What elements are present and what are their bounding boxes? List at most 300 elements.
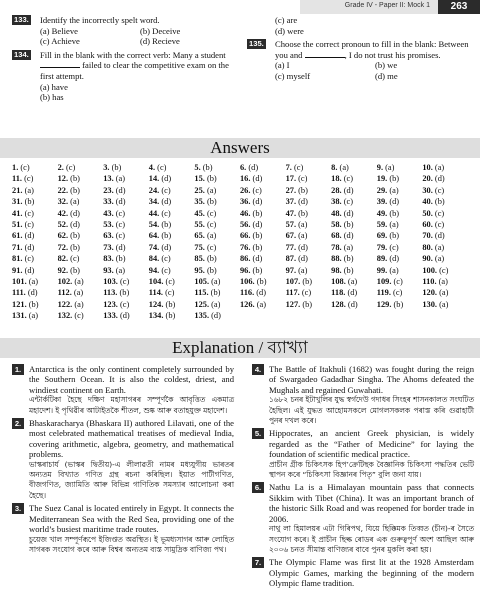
answer-option: (b) xyxy=(252,208,263,218)
answer-number: 129. xyxy=(376,299,392,309)
explanation-number: 7. xyxy=(252,557,264,568)
answer-number: 43. xyxy=(103,208,114,218)
answer-number: 132. xyxy=(57,311,73,321)
answer-cell xyxy=(286,219,332,230)
answer-number: 95. xyxy=(194,265,205,275)
answer-row xyxy=(12,185,468,196)
answer-cell xyxy=(331,287,377,298)
answer-number: 127. xyxy=(285,299,301,309)
answer-cell xyxy=(58,173,104,184)
explanation-item xyxy=(12,418,234,501)
answer-cell xyxy=(422,287,468,298)
answer-number: 67. xyxy=(285,231,297,241)
answer-number: 51. xyxy=(12,219,23,229)
question-134 xyxy=(12,50,240,103)
answer-cell xyxy=(103,299,149,310)
answer-number: 83. xyxy=(103,254,114,264)
explanations-left-column xyxy=(12,364,234,557)
answer-number: 28. xyxy=(331,185,342,195)
answer-cell xyxy=(58,276,104,287)
answer-row xyxy=(12,208,468,219)
answer-option: (c) xyxy=(439,265,449,275)
answer-row xyxy=(12,253,468,264)
answer-option: (a) xyxy=(74,276,84,286)
answer-number: 9. xyxy=(376,163,384,172)
page-header xyxy=(0,0,480,14)
answer-option: (a) xyxy=(298,219,308,229)
answer-number: 32. xyxy=(57,197,69,207)
answer-option: (c) xyxy=(161,265,171,275)
explanation-english: Bhaskaracharya (Bhaskara II) authored Lilavati, one of the most celebrated mathematical treatises of medieval India, covering arithmetic, algebra, geometry, and mathematical problems. xyxy=(29,418,234,460)
answer-number: 80. xyxy=(422,242,433,252)
answer-cell xyxy=(12,196,58,207)
answer-cell xyxy=(12,310,58,321)
answer-option: (d) xyxy=(115,242,126,252)
question-text-before: Choose the correct pronoun to fill in the blank: Between you and xyxy=(275,39,469,60)
answer-cell xyxy=(149,299,195,310)
answer-number: 55. xyxy=(194,219,205,229)
answer-option: (c) xyxy=(70,254,80,264)
answer-number: 39. xyxy=(376,197,388,207)
answer-option: (d) xyxy=(70,208,80,218)
answer-cell xyxy=(12,253,58,264)
answer-cell xyxy=(12,287,58,298)
answer-number: 78. xyxy=(331,242,342,252)
answer-option: (b) xyxy=(343,265,354,275)
answer-option: (d) xyxy=(298,197,308,207)
answer-option: (b) xyxy=(161,231,172,241)
answer-option: (c) xyxy=(157,163,167,172)
answer-number: 99. xyxy=(376,265,388,275)
option-d: (d) were xyxy=(275,25,304,36)
answer-cell xyxy=(240,208,286,219)
answer-option: (b) xyxy=(252,265,263,275)
answer-number: 133. xyxy=(103,311,118,321)
answer-cell xyxy=(12,173,58,184)
answer-cell xyxy=(103,173,149,184)
answer-row xyxy=(12,196,468,207)
answer-cell xyxy=(377,196,423,207)
answer-cell xyxy=(194,196,240,207)
answer-option: (c) xyxy=(74,311,84,321)
answer-cell xyxy=(240,276,286,287)
answer-option: (c) xyxy=(119,276,130,286)
answer-option: (c) xyxy=(434,185,445,195)
explanation-item xyxy=(252,364,474,426)
answer-cell xyxy=(103,253,149,264)
explanation-item xyxy=(252,557,474,588)
answer-option: (d) xyxy=(389,197,400,207)
answer-cell xyxy=(286,173,332,184)
answer-number: 22. xyxy=(57,185,69,195)
answer-option: (b) xyxy=(393,299,404,309)
answer-option: (c) xyxy=(434,208,445,218)
answer-number: 35. xyxy=(194,197,205,207)
answer-cell xyxy=(149,242,195,253)
answer-row xyxy=(12,162,468,173)
question-134-continued xyxy=(247,15,475,36)
answer-option: (a) xyxy=(298,265,308,275)
answer-option: (c) xyxy=(293,163,304,172)
answer-number: 47. xyxy=(285,208,297,218)
explanation-assamese: চুয়েজ খাল সম্পূৰ্ণৰূপে ইজিপ্তত অৱস্থিত। ই ভূমধ্যসাগৰ আৰু লোহিত সাগৰক সংযোগ কৰে আৰু বিশ্বৰ অন্যতম ব্যস্ত সামুদ্ৰিক বাণিজ্য পথ। xyxy=(29,534,234,554)
answer-number: 37. xyxy=(285,197,297,207)
answer-option: (c) xyxy=(24,219,34,229)
option-a: (a) Believe xyxy=(40,25,78,36)
answer-number: 76. xyxy=(239,242,251,252)
explanation-number: 1. xyxy=(12,364,24,375)
answer-option: (b) xyxy=(111,163,122,172)
answer-option: (a) xyxy=(434,254,445,264)
answer-option: (d) xyxy=(161,242,172,252)
answer-number: 106. xyxy=(239,276,255,286)
answer-cell xyxy=(422,265,468,276)
answer-option: (d) xyxy=(27,288,38,298)
answer-cell xyxy=(103,162,149,173)
option-b: (b) Deceive xyxy=(140,25,181,36)
answer-number: 52. xyxy=(57,219,69,229)
answer-option: (d) xyxy=(434,231,445,241)
answer-cell xyxy=(12,299,58,310)
answer-number: 23. xyxy=(103,185,114,195)
answer-option: (a) xyxy=(343,242,354,252)
option-d: (d) me xyxy=(375,70,398,81)
answer-number: 123. xyxy=(103,299,118,309)
answer-number: 33. xyxy=(103,197,114,207)
answer-cell xyxy=(240,185,286,196)
answer-option: (a) xyxy=(24,185,34,195)
option-c: (c) myself xyxy=(275,70,311,81)
answer-number: 57. xyxy=(285,219,297,229)
answer-option: (b) xyxy=(70,231,80,241)
answer-number: 112. xyxy=(57,288,72,298)
answer-number: 14. xyxy=(148,174,160,184)
answer-option: (b) xyxy=(252,242,263,252)
answer-cell xyxy=(377,242,423,253)
answer-key-grid xyxy=(12,162,468,321)
answer-option: (b) xyxy=(115,254,126,264)
answer-number: 13. xyxy=(103,174,114,184)
answer-option: (a) xyxy=(434,242,445,252)
answer-cell xyxy=(58,265,104,276)
answer-number: 48. xyxy=(331,208,342,218)
answer-option: (a) xyxy=(339,163,349,172)
answer-number: 66. xyxy=(239,231,251,241)
answer-option: (c) xyxy=(301,288,312,298)
answer-number: 59. xyxy=(376,219,388,229)
answer-number: 102. xyxy=(57,276,73,286)
answer-cell xyxy=(422,253,468,264)
answer-option: (c) xyxy=(393,288,403,298)
answer-cell xyxy=(377,299,423,310)
answer-option: (a) xyxy=(439,288,449,298)
answer-option: (d) xyxy=(24,242,35,252)
answer-number: 84. xyxy=(148,254,160,264)
answer-cell xyxy=(331,265,377,276)
explanation-item xyxy=(12,503,234,555)
question-135 xyxy=(247,39,475,81)
answer-option: (d) xyxy=(343,185,354,195)
answer-option: (a) xyxy=(28,276,39,286)
answer-number: 124. xyxy=(148,299,164,309)
answer-number: 56. xyxy=(239,219,251,229)
answer-cell xyxy=(286,196,332,207)
answer-number: 36. xyxy=(239,197,251,207)
answer-cell xyxy=(377,208,423,219)
answer-number: 3. xyxy=(103,163,110,172)
question-text xyxy=(275,39,475,60)
answer-option: (d) xyxy=(343,231,354,241)
answer-option: (c) xyxy=(24,174,34,184)
question-text-after: , I do not trust his promises. xyxy=(344,49,441,60)
answer-cell xyxy=(58,219,104,230)
answer-option: (c) xyxy=(115,219,126,229)
answer-option: (a) xyxy=(115,265,126,275)
answer-number: 82. xyxy=(57,254,69,264)
answer-cell xyxy=(103,196,149,207)
answer-row xyxy=(12,265,468,276)
answer-option: (d) xyxy=(252,197,263,207)
answer-cell xyxy=(286,265,332,276)
explanation-number: 5. xyxy=(252,428,264,439)
explanation-number: 2. xyxy=(12,418,24,429)
answer-cell xyxy=(377,173,423,184)
answer-option: (a) xyxy=(438,276,448,286)
answer-option: (a) xyxy=(389,219,399,229)
answer-cell xyxy=(194,276,240,287)
answer-row xyxy=(12,310,468,321)
answer-cell xyxy=(240,173,286,184)
answer-option: (d) xyxy=(248,163,259,172)
option-d: (d) Recieve xyxy=(140,36,180,47)
answer-cell xyxy=(194,253,240,264)
answer-option: (c) xyxy=(20,163,30,172)
answer-option: (b) xyxy=(70,242,80,252)
answer-number: 8. xyxy=(331,163,338,172)
answer-cell xyxy=(240,265,286,276)
answer-option: (b) xyxy=(302,299,313,309)
answer-number: 74. xyxy=(148,242,160,252)
answer-option: (d) xyxy=(252,174,263,184)
answer-option: (c) xyxy=(298,174,308,184)
answer-number: 16. xyxy=(239,174,251,184)
answer-blank xyxy=(40,60,80,68)
answer-number: 68. xyxy=(331,231,342,241)
answer-option: (c) xyxy=(434,219,445,229)
answer-number: 2. xyxy=(57,163,64,172)
answer-cell xyxy=(149,253,195,264)
option-c: (c) Achieve xyxy=(40,36,80,47)
explanation-english: Nathu La is a Himalayan mountain pass that connects Sikkim with Tibet (China). It was an important branch of the historic Silk Road and was reopened for border trade in 2006. xyxy=(269,482,474,524)
answer-number: 12. xyxy=(57,174,69,184)
answer-number: 10. xyxy=(422,163,433,172)
answer-option: (b) xyxy=(298,208,308,218)
answer-option: (c) xyxy=(252,185,262,195)
answer-number: 58. xyxy=(331,219,342,229)
answer-option: (c) xyxy=(165,288,175,298)
answer-number: 40. xyxy=(422,197,433,207)
answer-number: 77. xyxy=(285,242,297,252)
answer-number: 115. xyxy=(194,288,209,298)
question-number: 134. xyxy=(14,49,29,59)
questions-right-column xyxy=(247,15,475,85)
option-a: (a) have xyxy=(40,81,68,92)
answer-option: (b) xyxy=(389,208,400,218)
option-c: (c) are xyxy=(275,15,298,25)
answer-cell xyxy=(149,173,195,184)
answer-number: 46. xyxy=(239,208,251,218)
answer-cell xyxy=(422,276,468,287)
answer-number: 4. xyxy=(148,163,156,172)
answer-option: (b) xyxy=(24,197,35,207)
answer-option: (c) xyxy=(115,231,126,241)
explanation-assamese: ১৬৮২ চনৰ ইটাখুলিৰ যুদ্ধ স্বৰ্গদেউ গদাধৰ সিংহৰ শাসনকালত সংঘটিত হৈছিল। এই যুদ্ধত আহোমসকলে মোগলসকলক পৰাস্ত কৰি গুৱাহাটী পুনৰ দখল কৰে। xyxy=(269,395,474,426)
answer-option: (d) xyxy=(119,311,130,321)
explanation-english: The Suez Canal is located entirely in Egypt. It connects the Mediterranean Sea with the Red Sea, providing one of the world’s busiest maritime trade routes. xyxy=(29,503,234,535)
answer-cell xyxy=(194,310,240,321)
answer-number: 45. xyxy=(194,208,205,218)
answer-cell xyxy=(240,230,286,241)
answer-cell xyxy=(194,242,240,253)
answer-cell xyxy=(422,299,468,310)
answer-number: 70. xyxy=(422,231,433,241)
explanations-section xyxy=(0,364,480,602)
answer-cell xyxy=(194,219,240,230)
answer-option: (a) xyxy=(439,299,449,309)
explanation-assamese: এন্টাৰ্কটিকা হৈছে দক্ষিণ মহাসাগৰৰ সম্পূৰ্ণকৈ আবৃত্তিত একমাত্ৰ মহাদেশ। ই পৃথিৱীৰ আটাইতকৈ শীতল, শুষ্ক আৰু বতাহযুক্ত মহাদেশ। xyxy=(29,395,234,415)
answer-option: (d) xyxy=(115,185,126,195)
answer-cell xyxy=(12,265,58,276)
answer-cell xyxy=(194,265,240,276)
answer-number: 81. xyxy=(12,254,23,264)
answer-row xyxy=(12,173,468,184)
answer-cell xyxy=(286,287,332,298)
answer-number: 111. xyxy=(12,288,26,298)
answer-cell xyxy=(194,230,240,241)
explanation-item xyxy=(252,428,474,480)
answer-cell xyxy=(240,242,286,253)
answer-number: 72. xyxy=(57,242,69,252)
answer-number: 29. xyxy=(376,185,388,195)
answer-number: 107. xyxy=(285,276,301,286)
answer-cell xyxy=(240,299,286,310)
answer-option: (a) xyxy=(73,288,84,298)
explanation-assamese: নাথু লা হিমালয়ৰ এটা গিৰিপথ, যিয়ে ছিক্কিমক তিব্বত (চীন)-ৰ সৈতে সংযোগ কৰে। ই প্ৰাচীন ছিল্ক ৰোডৰ এক গুৰুত্বপূৰ্ণ অংশ আছিল আৰু ২০০৬ চনত সীমান্ত বাণিজ্যৰ বাবে পুনৰ মুকলি কৰা হয়। xyxy=(269,524,474,554)
answer-number: 15. xyxy=(194,174,205,184)
answer-option: (b) xyxy=(210,288,221,298)
answer-cell xyxy=(240,196,286,207)
answer-number: 18. xyxy=(331,174,342,184)
answer-number: 63. xyxy=(103,231,114,241)
answer-cell xyxy=(149,276,195,287)
answer-number: 92. xyxy=(57,265,69,275)
answer-option: (d) xyxy=(252,219,263,229)
answer-option: (b) xyxy=(206,254,217,264)
answer-number: 7. xyxy=(285,163,292,172)
answer-option: (c) xyxy=(165,276,175,286)
answer-option: (a) xyxy=(347,276,358,286)
page-number: 263 xyxy=(438,0,480,14)
answer-cell xyxy=(422,162,468,173)
answer-number: 96. xyxy=(239,265,251,275)
answer-cell xyxy=(12,219,58,230)
answer-option: (c) xyxy=(161,208,171,218)
answer-row xyxy=(12,287,468,298)
answer-number: 69. xyxy=(376,231,388,241)
answer-cell xyxy=(286,242,332,253)
question-options xyxy=(40,26,240,47)
explanation-number: 4. xyxy=(252,364,264,375)
answer-option: (d) xyxy=(298,254,308,264)
answer-option: (d) xyxy=(24,231,35,241)
answer-option: (b) xyxy=(165,299,176,309)
answer-option: (d) xyxy=(115,197,126,207)
answer-option: (d) xyxy=(343,208,354,218)
answer-cell xyxy=(377,219,423,230)
answer-option: (b) xyxy=(389,231,400,241)
answer-row xyxy=(12,242,468,253)
answer-cell xyxy=(12,162,58,173)
answer-cell xyxy=(331,208,377,219)
answer-cell xyxy=(331,219,377,230)
explanation-english: The Olympic Flame was first lit at the 1928 Amsterdam Olympic Games, marking the beginning of the modern Olympic flame tradition. xyxy=(269,557,474,589)
answer-number: 1. xyxy=(12,163,19,172)
answer-option: (d) xyxy=(211,311,221,321)
answer-cell xyxy=(377,162,423,173)
answer-option: (a) xyxy=(211,299,221,309)
answer-cell xyxy=(194,173,240,184)
answer-number: 98. xyxy=(331,265,342,275)
answer-number: 105. xyxy=(194,276,210,286)
answer-option: (b) xyxy=(434,197,445,207)
answer-cell xyxy=(422,219,468,230)
answer-number: 34. xyxy=(148,197,160,207)
answer-cell xyxy=(331,230,377,241)
answer-number: 135. xyxy=(194,311,210,321)
explanation-item xyxy=(12,364,234,416)
answer-option: (a) xyxy=(211,276,221,286)
answer-option: (c) xyxy=(161,185,171,195)
question-options xyxy=(275,60,475,81)
answer-option: (b) xyxy=(165,311,176,321)
answer-cell xyxy=(422,230,468,241)
answer-cell xyxy=(240,253,286,264)
answer-cell xyxy=(422,208,468,219)
answer-option: (d) xyxy=(70,219,80,229)
answer-cell xyxy=(58,185,104,196)
answer-number: 71. xyxy=(12,242,23,252)
answer-number: 85. xyxy=(194,254,205,264)
answer-number: 117. xyxy=(285,288,300,298)
answer-option: (a) xyxy=(206,231,217,241)
answer-cell xyxy=(194,208,240,219)
explanations-right-column xyxy=(252,364,474,591)
answer-number: 128. xyxy=(331,299,346,309)
answer-option: (b) xyxy=(206,265,217,275)
answer-number: 44. xyxy=(148,208,160,218)
answer-option: (d) xyxy=(24,265,35,275)
answer-option: (c) xyxy=(119,299,130,309)
answer-cell xyxy=(58,196,104,207)
answer-number: 27. xyxy=(285,185,297,195)
answer-option: (b) xyxy=(252,231,263,241)
answer-cell xyxy=(331,299,377,310)
answer-number: 60. xyxy=(422,219,433,229)
explanation-assamese: প্ৰাচীন গ্ৰীক চিকিৎসক হিপ’ক্ৰেটিছক বৈজ্ঞানিক চিকিৎসা পদ্ধতিৰ ভেটি স্থাপন কৰে “চিকিৎসা বিজ্ঞানৰ পিতৃ” বুলি জনা যায়। xyxy=(269,459,474,480)
answer-number: 89. xyxy=(376,254,388,264)
answer-cell xyxy=(377,287,423,298)
answer-option: (d) xyxy=(298,242,308,252)
